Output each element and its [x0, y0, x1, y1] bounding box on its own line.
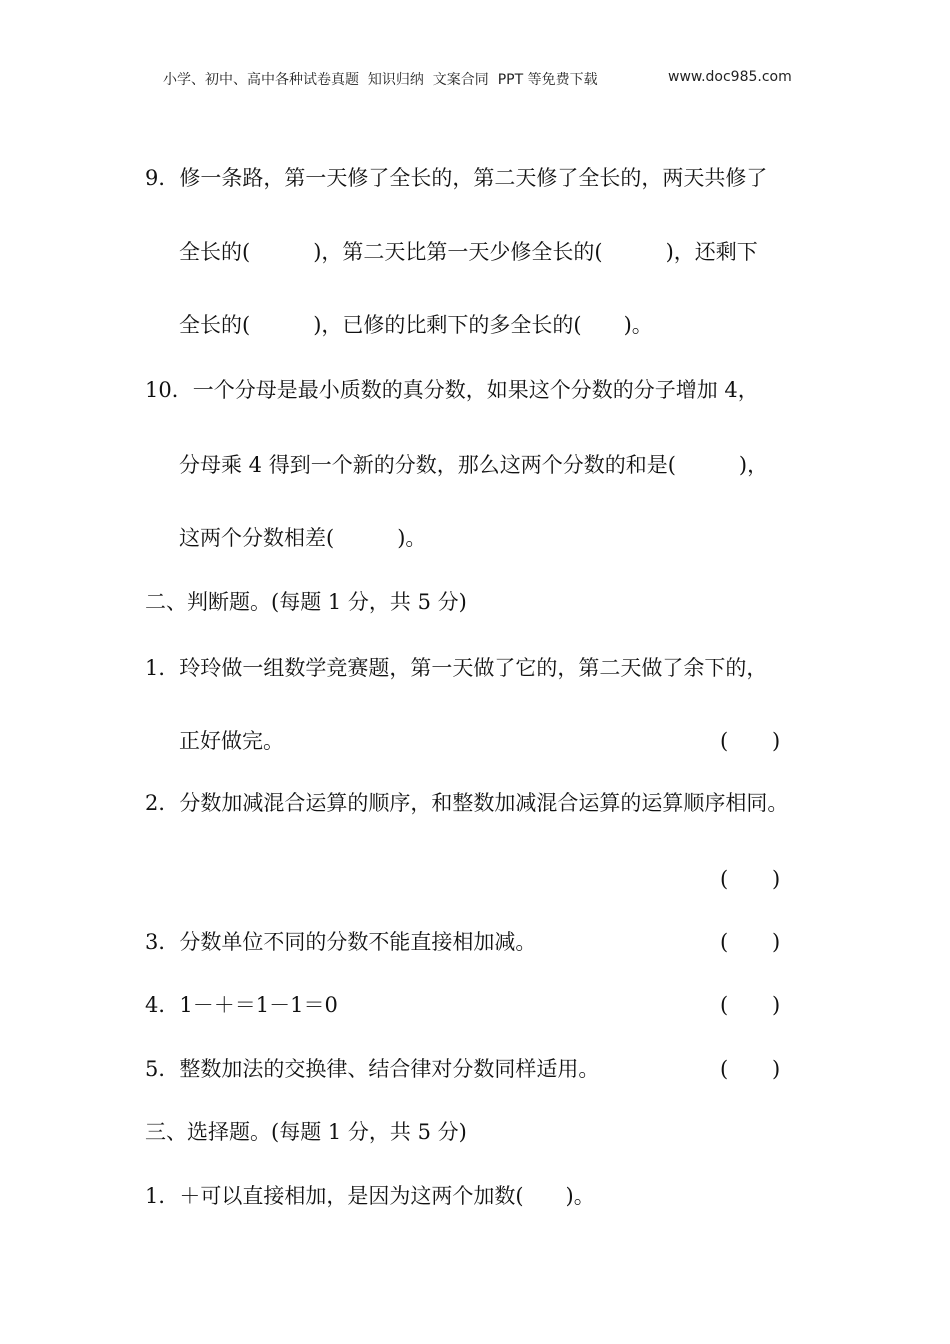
judge-4: 4．1－＋＝1－1＝0	[145, 993, 338, 1017]
answer-bracket-close: )	[772, 1057, 781, 1081]
judge-2: 2．分数加减混合运算的顺序，和整数加减混合运算的运算顺序相同。	[145, 791, 789, 815]
section-3-heading: 三、选择题。(每题 1 分，共 5 分)	[145, 1120, 467, 1144]
question-10-line-1: 10．一个分母是最小质数的真分数，如果这个分数的分子增加 4，	[145, 378, 759, 402]
judge-1-line-1: 1．玲玲做一组数学竞赛题，第一天做了它的，第二天做了余下的，	[145, 656, 768, 680]
header-text: 小学、初中、高中各种试卷真题 知识归纳 文案合同 PPT 等免费下载	[163, 72, 598, 88]
answer-bracket-close: )	[772, 993, 781, 1017]
section-2-heading: 二、判断题。(每题 1 分，共 5 分)	[145, 590, 467, 614]
answer-bracket-close: )	[772, 867, 781, 891]
judge-1-line-2: 正好做完。	[179, 729, 284, 753]
answer-bracket-open: (	[720, 867, 729, 891]
answer-bracket-open: (	[720, 1057, 729, 1081]
judge-5: 5．整数加法的交换律、结合律对分数同样适用。	[145, 1057, 600, 1081]
question-9-line-1: 9．修一条路，第一天修了全长的，第二天修了全长的，两天共修了	[145, 166, 768, 190]
answer-bracket-open: (	[720, 993, 729, 1017]
question-9-line-3: 全长的( )，已修的比剩下的多全长的( )。	[179, 313, 653, 337]
header-url: www.doc985.com	[668, 69, 792, 85]
answer-bracket-open: (	[720, 930, 729, 954]
question-10-line-3: 这两个分数相差( )。	[179, 526, 427, 550]
question-10-line-2: 分母乘 4 得到一个新的分数，那么这两个分数的和是( )，	[179, 453, 769, 477]
answer-bracket-close: )	[772, 729, 781, 753]
question-9-line-2: 全长的( )，第二天比第一天少修全长的( )，还剩下	[179, 240, 758, 264]
answer-bracket-close: )	[772, 930, 781, 954]
choice-1: 1．＋可以直接相加，是因为这两个加数( )。	[145, 1184, 595, 1208]
answer-bracket-open: (	[720, 729, 729, 753]
judge-3: 3．分数单位不同的分数不能直接相加减。	[145, 930, 537, 954]
page-header	[163, 69, 792, 89]
